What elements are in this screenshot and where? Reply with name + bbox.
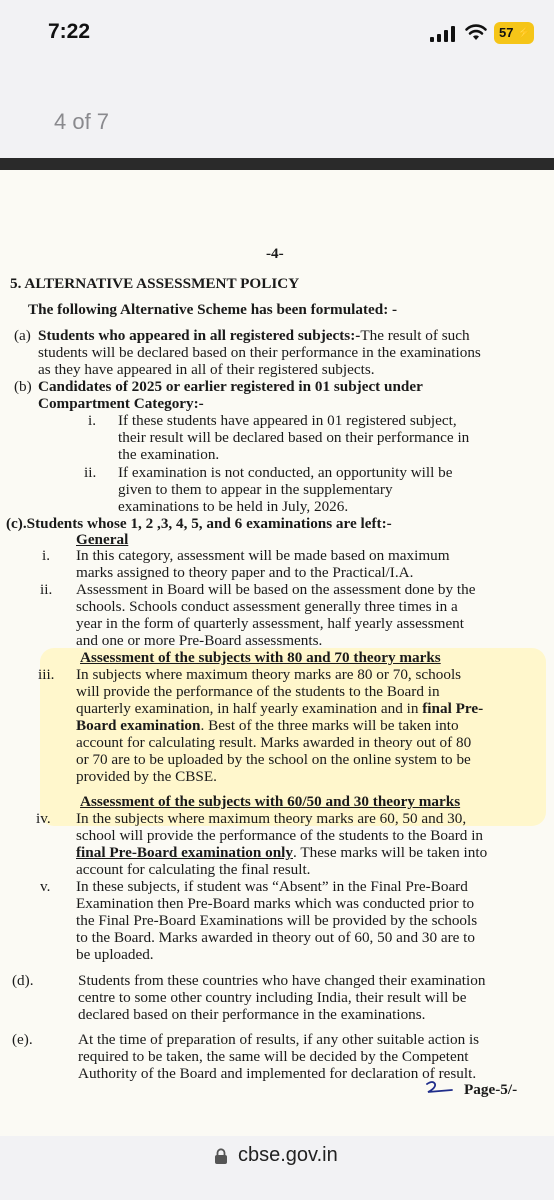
item-b-line1: Candidates of 2025 or earlier registered in 01 subject under [38, 378, 423, 395]
item-d-line1: Students from these countries who have changed their examination [78, 972, 486, 989]
item-b-i-label: i. [88, 412, 97, 429]
clock: 7:22 [48, 20, 91, 43]
item-c-i-label: i. [42, 547, 51, 564]
item-a-line1: Students who appeared in all registered subjects:-The result of such [38, 327, 470, 344]
page-counter: 4 of 7 [54, 109, 110, 134]
item-c-iii-line4: Board examination. Best of the three marks will be taken into [76, 717, 459, 734]
item-c-v-line5: be uploaded. [76, 946, 154, 963]
item-c-v-line2: Examination then Pre-Board marks which was conducted prior to [76, 895, 475, 912]
item-d-line3: declared based on their performance in the examinations. [78, 1006, 426, 1023]
section-title: 5. ALTERNATIVE ASSESSMENT POLICY [10, 275, 300, 292]
item-c-ii-line1: Assessment in Board will be based on the assessment done by the [76, 581, 476, 598]
item-c-v-label: v. [40, 878, 51, 895]
item-c-iii-line3: quarterly examination, in half yearly examination and in final Pre- [76, 700, 484, 717]
item-c-iv-label: iv. [36, 810, 51, 827]
intro-text: The following Alternative Scheme has been formulated: - [28, 301, 398, 318]
url-text[interactable]: cbse.gov.in [238, 1144, 338, 1166]
general-heading: General [76, 531, 129, 548]
item-b-i-line1: If these students have appeared in 01 registered subject, [118, 412, 457, 429]
next-page-marker: Page-5/- [464, 1081, 518, 1098]
signature-mark [424, 1080, 454, 1096]
item-c-iv-line1: In the subjects where maximum theory marks are 60, 50 and 30, [76, 810, 467, 827]
item-e-line3: Authority of the Board and implemented for declaration of result. [78, 1065, 477, 1082]
item-c-ii-line2: schools. Schools conduct assessment generally three times in a [76, 598, 458, 615]
item-b-ii-line1: If examination is not conducted, an opportunity will be [118, 464, 453, 481]
item-e-label: (e). [12, 1031, 33, 1048]
item-c-iii-line5: account for calculating result. Marks awarded in theory out of 80 [76, 734, 472, 751]
wifi-icon [464, 22, 488, 42]
item-a-label: (a) [14, 327, 31, 344]
item-a-line3: as they have appeared in all of their registered subjects. [38, 361, 375, 378]
item-b-label: (b) [14, 378, 32, 395]
document-page[interactable] [0, 158, 554, 1136]
battery-level: 57 [499, 25, 514, 40]
item-c-ii-line3: year in the form of quarterly assessment, half yearly assessment [76, 615, 465, 632]
item-b-ii-label: ii. [84, 464, 97, 481]
address-bar[interactable] [0, 1136, 554, 1200]
item-c-iii-line7: provided by the CBSE. [76, 768, 217, 785]
item-c-i-line2: marks assigned to theory paper and to the Practical/I.A. [76, 564, 414, 581]
item-c-ii-line4: and one or more Pre-Board assessments. [76, 632, 323, 649]
item-d-label: (d). [12, 972, 34, 989]
item-b-line2: Compartment Category:- [38, 395, 204, 412]
viewer-header [0, 66, 554, 158]
item-c-iv-line4: account for calculating the final result. [76, 861, 311, 878]
item-c-iv-line2: school will provide the performance of the students to the Board in [76, 827, 484, 844]
item-c-iii-line1: In subjects where maximum theory marks are 80 or 70, schools [76, 666, 462, 683]
page-number: -4- [266, 245, 284, 262]
battery-icon [494, 22, 534, 44]
item-c-iii-line6: or 70 are to be uploaded by the school on the online system to be [76, 751, 471, 768]
cellular-signal-icon [430, 26, 456, 42]
item-c-heading: (c).Students whose 1, 2 ,3, 4, 5, and 6 examinations are left:- [6, 515, 392, 532]
subsection-80-70-heading: Assessment of the subjects with 80 and 70 theory marks [80, 649, 441, 666]
item-a-line2: students will be declared based on their performance in the examinations [38, 344, 481, 361]
item-c-i-line1: In this category, assessment will be made based on maximum [76, 547, 450, 564]
item-e-line2: required to be taken, the same will be decided by the Competent [78, 1048, 469, 1065]
item-c-iv-line3: final Pre-Board examination only. These marks will be taken into [76, 844, 488, 861]
item-c-iii-label: iii. [38, 666, 55, 683]
item-d-line2: centre to some other country including India, their result will be [78, 989, 467, 1006]
item-e-line1: At the time of preparation of results, if any other suitable action is [78, 1031, 480, 1048]
item-c-v-line3: the Final Pre-Board Examinations will be provided by the schools [76, 912, 478, 929]
item-c-v-line1: In these subjects, if student was “Absent” in the Final Pre-Board [76, 878, 468, 895]
subsection-60-50-30-heading: Assessment of the subjects with 60/50 and 30 theory marks [80, 793, 461, 810]
item-b-ii-line3: examinations to be held in July, 2026. [118, 498, 349, 515]
item-c-v-line4: to the Board. Marks awarded in theory out of 60, 50 and 30 are to [76, 929, 475, 946]
status-bar [0, 0, 554, 66]
item-b-i-line2: their result will be declared based on their performance in [118, 429, 470, 446]
item-b-ii-line2: given to them to appear in the supplementary [118, 481, 393, 498]
item-c-iii-line2: will provide the performance of the students to the Board in [76, 683, 440, 700]
lock-icon [214, 1148, 228, 1164]
item-b-i-line3: the examination. [118, 446, 220, 463]
item-c-ii-label: ii. [40, 581, 53, 598]
